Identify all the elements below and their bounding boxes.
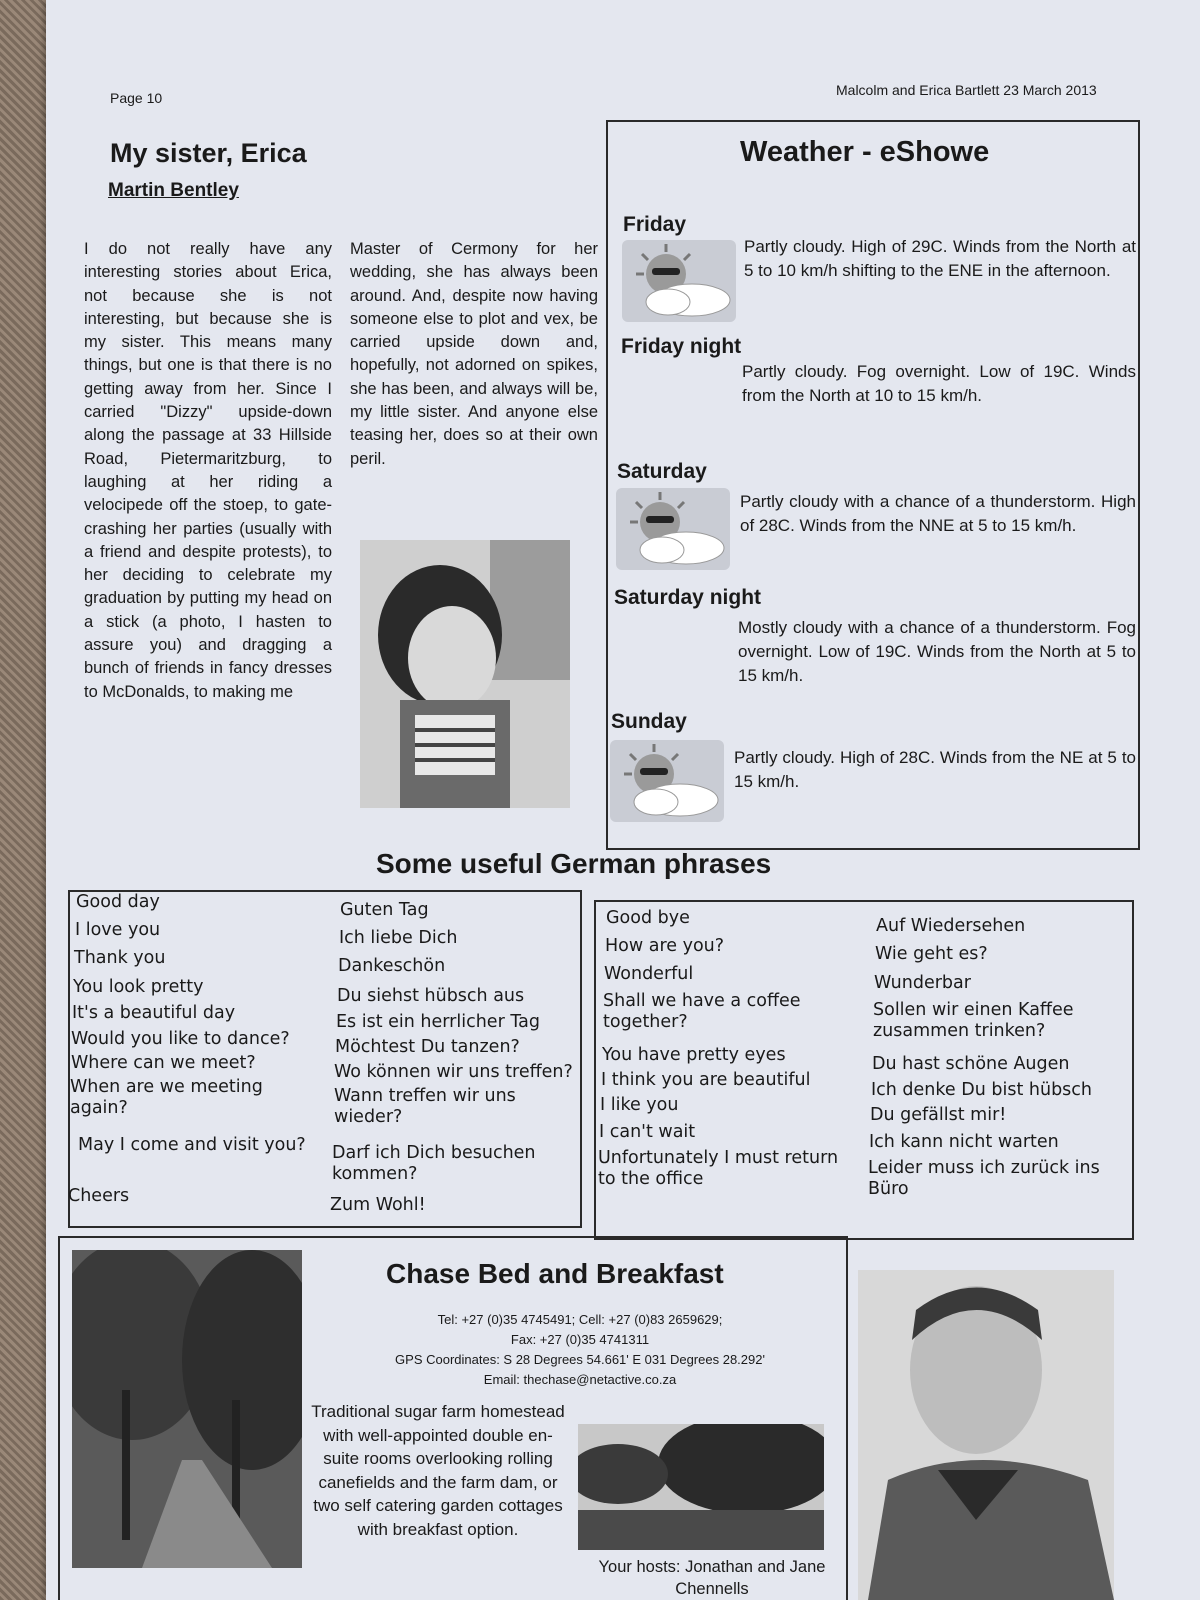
weather-forecast-text: Partly cloudy with a chance of a thunderstorm. High of 28C. Winds from the NNE at 5 to 15 km/h. [740,492,1136,535]
bnb-description: Traditional sugar farm homestead with well-appointed double en-suite rooms overlooking rolling canefields and the farm dam, or two self catering garden cottages with breakfast option. [311,1402,565,1539]
phrase-english: I think you are beautiful [601,1070,811,1090]
phrase-english: May I come and visit you? [78,1135,306,1155]
bnb-contact [330,1310,830,1390]
weather-forecast-text: Mostly cloudy with a chance of a thunderstorm. Fog overnight. Low of 19C. Winds from the North at 5 to 15 km/h. [738,618,1136,685]
bnb-gps: GPS Coordinates: S 28 Degrees 54.661' E 031 Degrees 28.292' [395,1352,765,1367]
phrase-english: I can't wait [599,1122,696,1142]
weather-forecast-text: Partly cloudy. Fog overnight. Low of 19C. Winds from the North at 10 to 15 km/h. [742,362,1136,405]
partly-cloudy-sun-icon [622,240,736,322]
phrase-english: You look pretty [73,977,204,997]
phrase-german: Guten Tag [340,900,429,920]
article-title: My sister, Erica [110,138,307,168]
newsletter-header: Malcolm and Erica Bartlett 23 March 2013 [836,82,1097,98]
phrase-german: Dankeschön [338,956,446,976]
phrase-german: Darf ich Dich besuchen kommen? [332,1143,536,1184]
phrase-german: Du siehst hübsch aus [337,986,525,1006]
weather-title: Weather - eShowe [740,136,990,168]
phrase-english: Thank you [74,948,166,968]
bnb-hosts: Your hosts: Jonathan and Jane Chennells [598,1558,826,1598]
weather-day-label: Friday [623,213,687,236]
weather-forecast-text: Partly cloudy. High of 29C. Winds from the North at 5 to 10 km/h shifting to the ENE in the afternoon. [744,237,1136,280]
bnb-fax: Fax: +27 (0)35 4741311 [510,1332,650,1347]
phrase-german: Sollen wir einen Kaffee zusammen trinken? [873,1000,1074,1041]
phrase-english: Shall we have a coffee together? [603,991,801,1032]
article-column-1: I do not really have any interesting stories about Erica, not because she is not interesting, but because she is my sister. This means many things, but one is that there is no getting away from her. Since I carried "Dizzy" upside-down along the passage at 33 Hillside Road, Pietermaritzburg, to laughing at her riding a velocipede off the stoep, to gate-crashing her parties (usually with a friend and despite protests), to her deciding to celebrate my graduation by putting my head on a stick (a photo, I hasten to assure you) and dragging a bunch of friends in fancy dresses to McDonalds, to making me [84,240,332,701]
weather-day-label: Saturday [617,460,707,483]
phrase-english: Good day [76,892,160,912]
phrase-english: Unfortunately I must return to the office [598,1148,839,1189]
bnb-tel: Tel: +27 (0)35 4745491; Cell: +27 (0)83 2659629; [437,1312,723,1327]
phrase-english: Cheers [68,1186,130,1206]
weather-day-label: Sunday [611,710,687,733]
weather-day-label: Saturday night [614,586,762,609]
partly-cloudy-sun-icon [616,488,730,570]
phrase-english: Wonderful [604,964,694,984]
phrase-english: I like you [600,1095,679,1115]
phrase-german: Wo können wir uns treffen? [334,1062,573,1082]
phrase-english: You have pretty eyes [602,1045,786,1065]
partly-cloudy-sun-icon [610,740,724,822]
article-author: Martin Bentley [108,180,239,201]
phrase-german: Wann treffen wir uns wieder? [334,1086,516,1127]
phrase-german: Du gefällst mir! [870,1105,1007,1125]
phrase-german: Wie geht es? [875,944,988,964]
phrase-english: Where can we meet? [71,1053,256,1073]
weather-forecast-text: Partly cloudy. High of 28C. Winds from the NE at 5 to 15 km/h. [734,748,1136,791]
phrase-german: Ich kann nicht warten [869,1132,1059,1152]
phrase-german: Leider muss ich zurück ins Büro [868,1158,1100,1199]
phrase-german: Ich liebe Dich [339,928,458,948]
child-photo [360,540,570,808]
phrase-german: Zum Wohl! [330,1195,426,1215]
portrait-photo [858,1270,1114,1600]
farm-photo [578,1424,824,1550]
phrase-english: Would you like to dance? [71,1029,290,1049]
phrase-german: Auf Wiedersehen [876,916,1026,936]
phrase-german: Ich denke Du bist hübsch [871,1080,1093,1100]
phrase-german: Wunderbar [874,973,971,993]
page-number: Page 10 [110,90,163,106]
weather-day-label: Friday night [621,335,742,358]
bnb-email: Email: thechase@netactive.co.za [483,1372,677,1387]
phrase-english: How are you? [605,936,725,956]
phrases-title: Some useful German phrases [376,848,772,879]
phrase-english: Du hast schöne Augen [872,1054,1070,1074]
phrase-english: I love you [75,920,161,940]
phrase-german: Möchtest Du tanzen? [335,1037,520,1057]
phrase-english: Good bye [606,908,690,928]
tree-avenue-photo [72,1250,302,1568]
bnb-title: Chase Bed and Breakfast [386,1258,724,1289]
phrase-english: When are we meeting again? [70,1077,263,1118]
phrase-english: It's a beautiful day [72,1003,236,1023]
phrase-german: Es ist ein herrlicher Tag [336,1012,540,1032]
article-column-2: Master of Cermony for her wedding, she has always been around. And, despite now having someone else to plot and vex, be carried upside down and, hopefully, not adorned on spikes, she has been, and always will be, my little sister. And anyone else teasing her, does so at their own peril. [350,240,598,468]
